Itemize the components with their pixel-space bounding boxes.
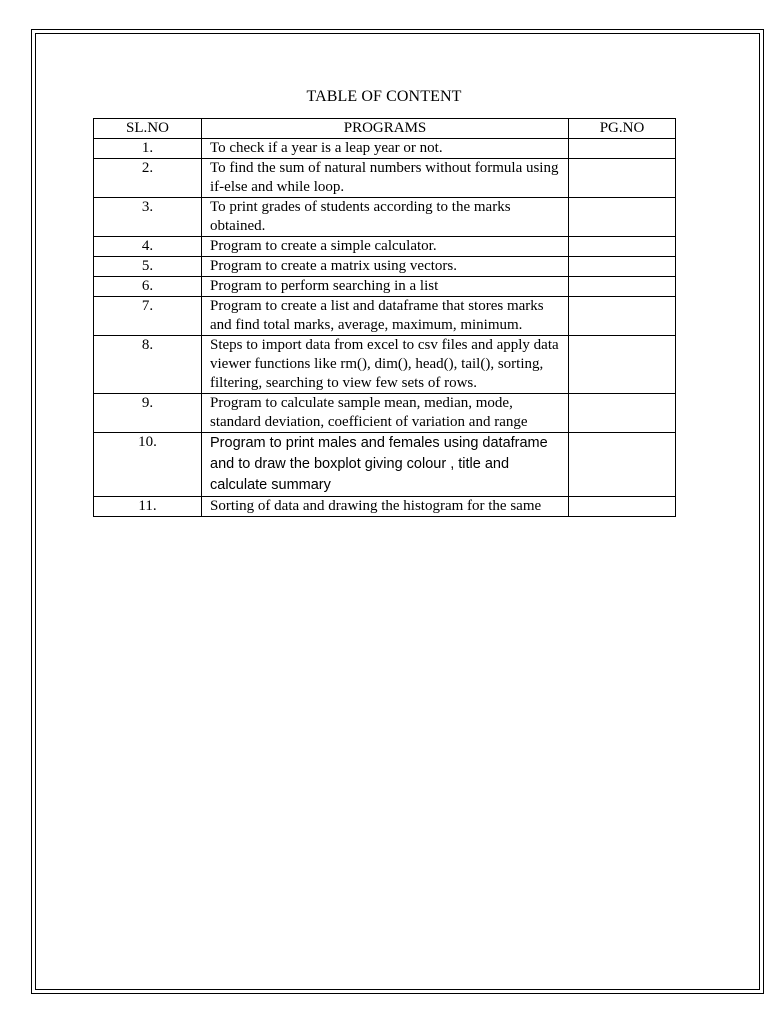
page-number-cell <box>569 257 676 277</box>
table-of-contents <box>93 118 676 517</box>
page-number-cell <box>569 237 676 257</box>
sl-no-cell: 11. <box>94 497 202 517</box>
sl-no-cell: 5. <box>94 257 202 277</box>
table-row <box>94 257 676 277</box>
sl-no-cell: 4. <box>94 237 202 257</box>
page-number-cell <box>569 198 676 237</box>
program-cell: Program to create a list and dataframe that stores marks and find total marks, average, maximum, minimum. <box>202 297 569 336</box>
table-row <box>94 433 676 497</box>
sl-no-cell: 7. <box>94 297 202 336</box>
program-cell: Program to create a simple calculator. <box>202 237 569 257</box>
sl-no-cell: 2. <box>94 159 202 198</box>
header-sl-no: SL.NO <box>94 119 202 139</box>
table-row <box>94 198 676 237</box>
header-programs: PROGRAMS <box>202 119 569 139</box>
page-number-cell <box>569 497 676 517</box>
table-row <box>94 297 676 336</box>
page-number-cell <box>569 139 676 159</box>
table-row <box>94 237 676 257</box>
table-row <box>94 336 676 394</box>
sl-no-cell: 8. <box>94 336 202 394</box>
sl-no-cell: 3. <box>94 198 202 237</box>
sl-no-cell: 9. <box>94 394 202 433</box>
page-number-cell <box>569 336 676 394</box>
table-row <box>94 139 676 159</box>
program-cell: Program to create a matrix using vectors. <box>202 257 569 277</box>
program-cell: Program to print males and females using dataframe and to draw the boxplot giving colour , title and calculate summary <box>202 433 569 497</box>
table-header-row <box>94 119 676 139</box>
program-cell: To find the sum of natural numbers without formula using if-else and while loop. <box>202 159 569 198</box>
page-number-cell <box>569 394 676 433</box>
program-cell: Program to perform searching in a list <box>202 277 569 297</box>
program-cell: To check if a year is a leap year or not. <box>202 139 569 159</box>
table-row <box>94 394 676 433</box>
page-number-cell <box>569 277 676 297</box>
table-row <box>94 159 676 198</box>
sl-no-cell: 6. <box>94 277 202 297</box>
table-row <box>94 277 676 297</box>
page-number-cell <box>569 433 676 497</box>
program-cell: Steps to import data from excel to csv files and apply data viewer functions like rm(), dim(), head(), tail(), sorting, filtering, searching to view few sets of rows. <box>202 336 569 394</box>
document-title: TABLE OF CONTENT <box>306 88 462 105</box>
table-row <box>94 497 676 517</box>
header-pg-no: PG.NO <box>569 119 676 139</box>
sl-no-cell: 1. <box>94 139 202 159</box>
program-cell: Sorting of data and drawing the histogram for the same <box>202 497 569 517</box>
page-number-cell <box>569 159 676 198</box>
program-cell: To print grades of students according to the marks obtained. <box>202 198 569 237</box>
page-number-cell <box>569 297 676 336</box>
sl-no-cell: 10. <box>94 433 202 497</box>
program-cell: Program to calculate sample mean, median, mode, standard deviation, coefficient of variation and range <box>202 394 569 433</box>
